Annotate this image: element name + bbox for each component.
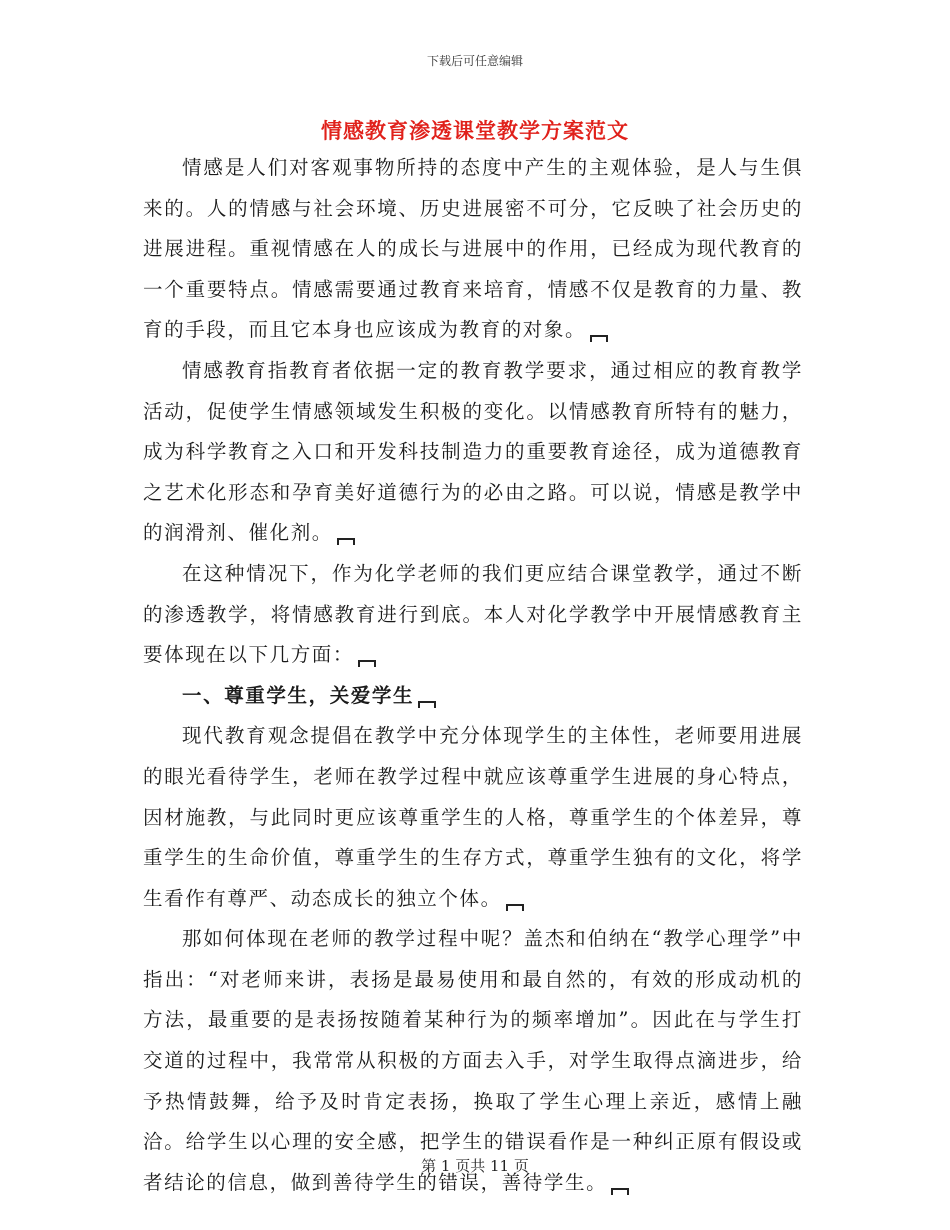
paragraph-text: 情感是人们对客观事物所持的态度中产生的主观体验，是人与生俱来的。人的情感与社会环境、历史进展密不可分，它反映了社会历史的进展进程。重视情感在人的成长与进展中的作用，已经成为现代教育的一个重要特点。情感需要通过教育来培育，情感不仅是教育的力量、教育的手段，而且它本身也应该成为教育的对象。 <box>143 156 803 342</box>
page-header-note: 下载后可任意编辑 <box>426 54 523 68</box>
paragraph-mark-icon <box>337 538 355 545</box>
page-number: 第 1 页共 11 页 <box>421 1157 529 1175</box>
paragraph-mark-icon <box>418 701 436 708</box>
paragraph <box>143 148 803 351</box>
paragraph <box>143 716 803 919</box>
document-body <box>143 148 803 1203</box>
paragraph-text: 情感教育指教育者依据一定的教育教学要求，通过相应的教育教学活动，促使学生情感领域发生积极的变化。以情感教育所特有的魅力，成为科学教育之入口和开发科技制造力的重要教育途径，成为道德教育之艺术化形态和孕育美好道德行为的必由之路。可以说，情感是教学中的润滑剂、催化剂。 <box>143 358 803 545</box>
paragraph-mark-icon <box>506 904 524 911</box>
paragraph-mark-icon <box>358 660 376 667</box>
paragraph-mark-icon <box>611 1188 629 1195</box>
paragraph-mark-icon <box>590 335 608 342</box>
section-heading-text: 一、尊重学生，关爱学生 <box>182 683 415 707</box>
paragraph-text: 在这种情况下，作为化学老师的我们更应结合课堂教学，通过不断的渗透教学，将情感教育进行到底。本人对化学教学中开展情感教育主要体现在以下几方面： <box>143 561 803 667</box>
paragraph <box>143 351 803 554</box>
paragraph-text: 现代教育观念提倡在教学中充分体现学生的主体性，老师要用进展的眼光看待学生，老师在教学过程中就应该尊重学生进展的身心特点，因材施教，与此同时更应该尊重学生的人格，尊重学生的个体差异，尊重学生的生命价值，尊重学生的生存方式，尊重学生独有的文化，将学生看作有尊严、动态成长的独立个体。 <box>143 724 803 910</box>
section-heading <box>143 676 803 717</box>
paragraph-text: 那如何体现在老师的教学过程中呢？盖杰和伯纳在“教学心理学”中指出：“对老师来讲，表扬是最易使用和最自然的，有效的形成动机的方法，最重要的是表扬按随着某种行为的频率增加”。因此在与学生打交道的过程中，我常常从积极的方面去入手，对学生取得点滴进步，给予热情鼓舞，给予及时肯定表扬，换取了学生心理上亲近，感情上融洽。给学生以心理的安全感，把学生的错误看作是一种纠正原有假设或者结论的信息，做到善待学生的错误，善待学生。 <box>143 927 803 1194</box>
document-title: 情感教育渗透课堂教学方案范文 <box>321 118 629 143</box>
paragraph <box>143 554 803 676</box>
